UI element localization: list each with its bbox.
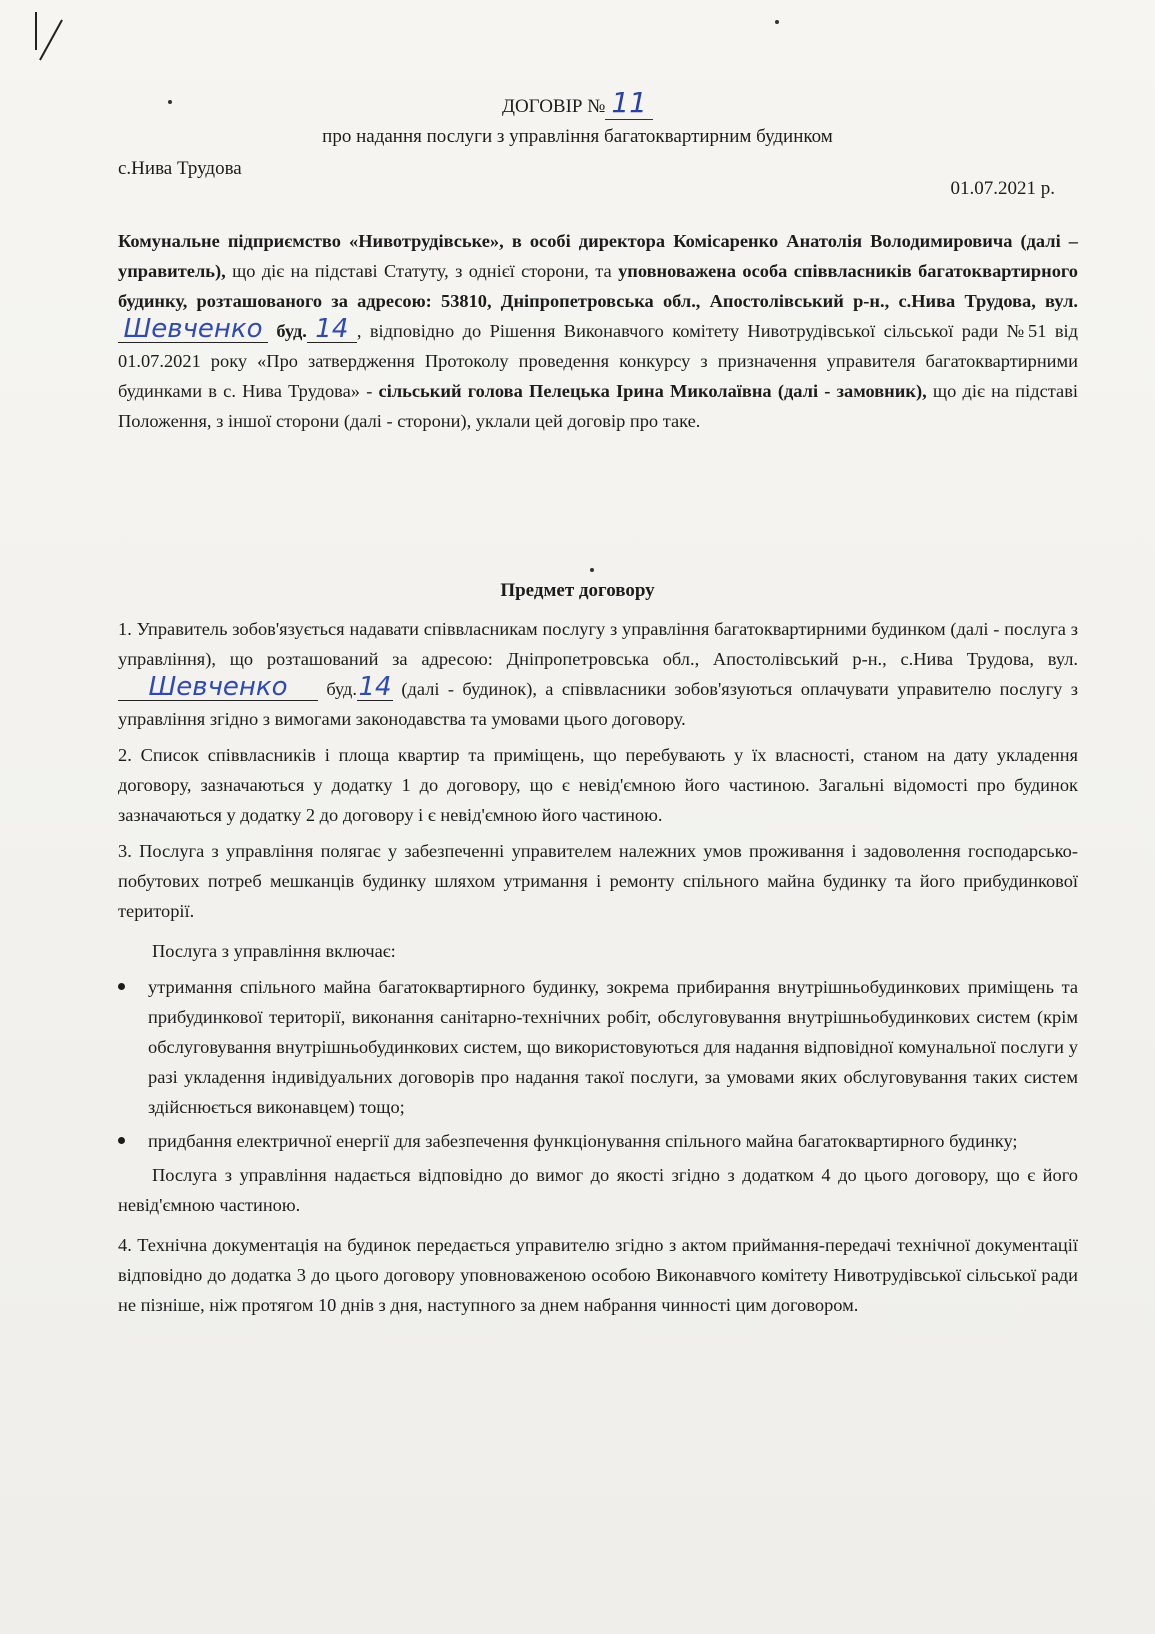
handwritten-margin-mark [30,10,70,80]
preamble-text-3: що діє на підставі Положення, з іншої сторони (далі - сторони), уклали цей договір про таке. [118,381,1078,431]
item-1-house-label: буд. [318,679,358,699]
item-1 [118,614,1078,734]
item-1-text-c: (далі - будинок), а співвласники зобов'язуються оплачувати управителю послугу з управління згідно з вимогами законодавства та умовами цього договору. [118,679,1078,729]
scan-speck [590,568,594,572]
section-title: Предмет договору [500,580,655,601]
preamble-owners: уповноважена особа співвласників багатоквартирного будинку, розташованого за адресою: 53810, Дніпропетровська обл., Апостолівський р-н., с.Нива Трудова, вул. [118,261,1078,311]
quality-text: Послуга з управління надається відповідно до вимог до якості згідно з додатком 4 до цього договору, що є його невід'ємною частиною. [118,1165,1078,1215]
item-4: 4. Технічна документація на будинок передається управителю згідно з актом приймання-передачі технічної документації відповідно до додатка 3 до цього договору уповноваженою особою Виконавчого комітету Нивотрудівської сільської ради не пізніше, ніж протягом 10 днів з дня, наступного за днем набрання чинності цим договором. [118,1235,1078,1315]
preamble-customer: сільський голова Пелецька Ірина Миколаївна (далі - замовник), [378,381,927,401]
includes-label: Послуга з управління включає: [152,941,396,961]
item-3: 3. Послуга з управління полягає у забезпеченні управителем належних умов проживання і задоволення господарсько-побутових потреб мешканців будинку шляхом утримання і ремонту спільного майна будинку та його прибудинкової території. [118,841,1078,921]
item-1-text-a: 1. Управитель зобов'язується надавати співвласникам послугу з управління багатоквартирними будинком (далі - послуга з управління), що розташований за адресою: Дніпропетровська обл., Апостолівський р-н., с.Нива Трудова, вул. [118,619,1078,669]
contract-place: с.Нива Трудова [118,158,242,179]
preamble-paragraph [118,226,1078,436]
preamble-house-label: буд. [268,321,307,341]
list-item: утримання спільного майна багатоквартирного будинку, зокрема прибирання внутрішньобудинкових приміщень та прибудинкової території, виконання санітарно-технічних робіт, обслуговування внутрішньобудинкових систем (крім обслуговування внутрішньобудинкових систем, що використовуються для надання відповідної комунальної послуги у разі укладення індивідуальних договорів про надання такої послуги, за умовами яких обслуговування таких систем здійснюється виконавцем) тощо; [118,972,1078,1122]
contract-number-handwritten: 11 [605,86,653,120]
item-1-house-handwritten: 14 [358,672,392,702]
contract-date: 01.07.2021 р. [950,178,1055,199]
preamble-text-2: , відповідно до Рішення Виконавчого комітету Нивотрудівської сільської ради №51 від 01.07.2021 року «Про затвердження Протоколу проведення конкурсу з призначення управителя багатоквартирними будинками в с. Нива Трудова» - [118,321,1078,401]
scan-speck [775,20,779,24]
section-content [118,614,1078,1320]
list-item: придбання електричної енергії для забезпечення функціонування спільного майна багатоквартирного будинку; [118,1126,1078,1156]
includes-list [118,972,1078,1156]
house-handwritten: 14 [307,316,357,343]
title-prefix: ДОГОВІР № [502,96,606,117]
street-handwritten: Шевченко [118,316,268,343]
scan-speck [168,100,172,104]
document-title [0,86,1155,119]
item-1-street-handwritten: Шевченко [118,674,318,701]
item-2: 2. Список співвласників і площа квартир та приміщень, що перебувають у їх власності, станом на дату укладення договору, зазначаються у додатку 1 до договору, що є невід'ємною його частиною. Загальні відомості про будинок зазначаються у додатку 2 до договору і є невід'ємною його частиною. [118,745,1078,825]
document-subtitle: про надання послуги з управління багатоквартирним будинком [322,126,833,147]
preamble-manager: Комунальне підприємство «Нивотрудівське», в особі директора Комісаренко Анатолія Володимировича (далі – управитель), [118,231,1078,281]
preamble-text-1: що діє на підставі Статуту, з однієї сторони, та [225,261,619,281]
